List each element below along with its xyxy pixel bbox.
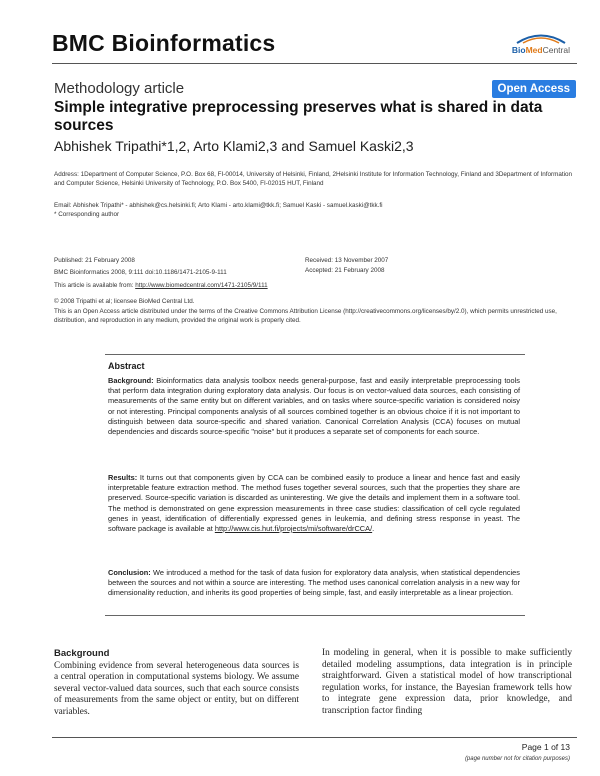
article-url-link[interactable]: http://www.biomedcentral.com/1471-2105/9/111 <box>135 282 268 289</box>
open-access-badge: Open Access <box>492 80 576 98</box>
affiliation-address: Address: 1Department of Computer Science, P.O. Box 68, FI-00014, University of Helsinki, Finland, 2Helsinki Institute for Information Technology, Finland and 3Department of Information and Computer Science, Helsinki University of Technology, P.O. Box 5400, FI-02015 HUT, Finland <box>54 171 573 187</box>
page-number-note: (page number not for citation purposes) <box>464 756 570 762</box>
corresponding-note: * Corresponding author <box>54 211 120 218</box>
abstract-heading: Abstract <box>108 361 145 371</box>
header-rule <box>52 63 577 64</box>
abstract-conclusion: Conclusion: We introduced a method for the task of data fusion for exploratory data analysis, when statistical dependencies between the sources and not within a source are interesting. The method uses canonical correlation analysis in a new way for dimensionality reduction, and inherits its good properties of being simple, fast, and easily interpretable as a linear projection. <box>108 568 520 598</box>
received-date: Received: 13 November 2007 <box>305 257 389 264</box>
license-statement: This is an Open Access article distributed under the terms of the Creative Commons Attribution License (http://creativecommons.org/licenses/by/2.0), which permits unrestricted use, distribution, and reproduction in any medium, provided the original work is properly cited. <box>54 308 557 324</box>
copyright: © 2008 Tripathi et al; licensee BioMed Central Ltd. <box>54 298 195 305</box>
body-right-column: In modeling in general, when it is possible to make sufficiently detailed modeling assumptions, data integration is in principle straightforward. Given a statistical model of how transcriptional regulation works, for instance, the Bayesian framework tells how to integrate gene expression data, prior knowledge, and transcription factor finding <box>322 648 572 716</box>
abstract-background: Background: Bioinformatics data analysis toolbox needs general-purpose, fast and easily interpretable preprocessing tools that perform data integration during exploratory data analysis. Our focus is on vector-valued data sources, each consisting of measurements of the same entity but on different variables, and on tasks where source-specific variation is considered noisy or not interesting. Principal components analysis of all sources combined together is an obvious choice if it is not important to distinguish between data source-specific and shared variation. Canonical Correlation Analysis (CCA) focuses on mutual dependencies and discards source-specific "noise" but it produces a separate set of components for each source. <box>108 376 520 437</box>
citation: BMC Bioinformatics 2008, 9:111 doi:10.1186/1471-2105-9-111 <box>54 269 227 276</box>
body-left-column <box>54 648 299 718</box>
article-title: Simple integrative preprocessing preserves what is shared in data sources <box>54 99 543 134</box>
abstract-results: Results: It turns out that components given by CCA can be combined easily to produce a linear and hence fast and easily interpretable feature extraction method. The method fuses together several sources, such that the properties they share are preserved. Source-specific variation is discarded as uninteresting. We give the details and implement them in a software tool. The method is demonstrated on gene expression measurements in three case studies: classification of cell cycle regulated genes in yeast, identification of differentially expressed genes in leukemia, and defining stress response in yeast. The software package is available at http://www.cis.hut.fi/projects/mi/software/drCCA/. <box>108 473 520 534</box>
footer-rule <box>52 737 577 738</box>
published-date: Published: 21 February 2008 <box>54 257 135 264</box>
logo-arc-icon <box>513 32 569 44</box>
section-heading-background: Background <box>54 648 110 659</box>
body-left-text: Combining evidence from several heterogeneous data sources is a central operation in computational systems biology. We assume several vector-valued data sources, such that each source consists of measurements from the same object or entity, but on different variables. <box>54 660 299 717</box>
accepted-date: Accepted: 21 February 2008 <box>305 267 385 274</box>
page-number: Page 1 of 13 <box>521 742 570 752</box>
author-emails: Email: Abhishek Tripathi* - abhishek@cs.helsinki.fi; Arto Klami - arto.klami@tkk.fi; Samuel Kaski - samuel.kaski@tkk.fi <box>54 202 383 209</box>
authors: Abhishek Tripathi*1,2, Arto Klami2,3 and Samuel Kaski2,3 <box>54 138 414 154</box>
availability: This article is available from: http://www.biomedcentral.com/1471-2105/9/111 <box>54 282 268 289</box>
journal-title: BMC Bioinformatics <box>52 30 276 56</box>
biomed-central-logo: BioMedCentral <box>512 32 570 55</box>
article-type: Methodology article <box>54 80 185 97</box>
software-url-link[interactable]: http://www.cis.hut.fi/projects/mi/software/drCCA/ <box>214 524 373 534</box>
